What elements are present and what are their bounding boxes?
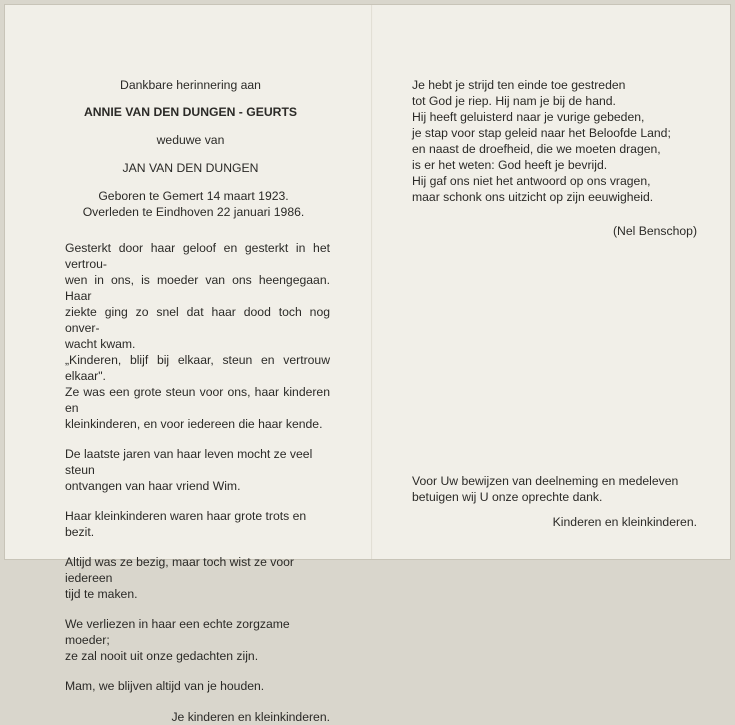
paragraph-line: ziekte ging zo snel dat haar dood toch nog onver- <box>65 305 330 335</box>
paragraph-4 <box>65 554 330 602</box>
thanks-text <box>412 473 697 505</box>
card-fold <box>371 5 373 559</box>
paragraph-line: ze zal nooit uit onze gedachten zijn. <box>65 649 259 663</box>
paragraph-line: Ze was een grote steun voor ons, haar kinderen en <box>65 385 330 415</box>
right-panel <box>412 77 697 529</box>
paragraph-line: kleinkinderen, en voor iedereen die haar kende. <box>65 417 323 431</box>
memorial-card <box>4 4 731 724</box>
thanks-line: betuigen wij U onze oprechte dank. <box>412 490 603 504</box>
poem-line: en naast de droefheid, die we moeten dragen, <box>412 142 661 156</box>
paragraph-line: Gesterkt door haar geloof en gesterkt in het vertrou- <box>65 241 330 271</box>
relation-text: weduwe van <box>156 133 225 147</box>
paragraph-line: Altijd was ze bezig, maar toch wist ze voor iedereen <box>65 555 294 585</box>
paragraph-1 <box>65 240 330 432</box>
deceased-name: ANNIE VAN DEN DUNGEN - GEURTS <box>83 105 298 119</box>
paragraph-line: „Kinderen, blijf bij elkaar, steun en vertrouw elkaar". <box>65 353 330 383</box>
paragraph-line: De laatste jaren van haar leven mocht ze veel steun <box>65 447 313 477</box>
paragraph-6: Mam, we blijven altijd van je houden. <box>65 679 265 693</box>
poem <box>412 77 697 205</box>
paragraph-5 <box>65 616 330 664</box>
poem-line: is er het weten: God heeft je bevrijd. <box>412 158 608 172</box>
left-signature: Je kinderen en kleinkinderen. <box>171 710 330 724</box>
thanks-line: Voor Uw bewijzen van deelneming en medeleven <box>412 474 679 488</box>
spouse-name: JAN VAN DEN DUNGEN <box>122 161 259 175</box>
poem-line: Hij heeft geluisterd naar je vurige gebeden, <box>412 110 645 124</box>
poem-line: je stap voor stap geleid naar het Beloofde Land; <box>412 126 671 140</box>
death-line: Overleden te Eindhoven 22 januari 1986. <box>82 205 305 219</box>
paragraph-line: We verliezen in haar een echte zorgzame moeder; <box>65 617 290 647</box>
poem-line: Hij gaf ons niet het antwoord op ons vragen, <box>412 174 651 188</box>
paragraph-line: wacht kwam. <box>65 337 136 351</box>
poem-author: (Nel Benschop) <box>613 224 697 238</box>
paragraph-line: wen in ons, is moeder van ons heengegaan. Haar <box>65 273 330 303</box>
right-signature: Kinderen en kleinkinderen. <box>552 515 697 529</box>
left-panel <box>65 77 330 725</box>
intro-text: Dankbare herinnering aan <box>120 78 261 92</box>
birth-line: Geboren te Gemert 14 maart 1923. <box>98 189 289 203</box>
poem-line: maar schonk ons uitzicht op zijn eeuwigheid. <box>412 190 654 204</box>
poem-line: Je hebt je strijd ten einde toe gestreden <box>412 78 626 92</box>
paragraph-2 <box>65 446 330 494</box>
paragraph-line: ontvangen van haar vriend Wim. <box>65 479 241 493</box>
paragraph-3: Haar kleinkinderen waren haar grote trots en bezit. <box>65 509 307 539</box>
poem-line: tot God je riep. Hij nam je bij de hand. <box>412 94 616 108</box>
paragraph-line: tijd te maken. <box>65 587 138 601</box>
